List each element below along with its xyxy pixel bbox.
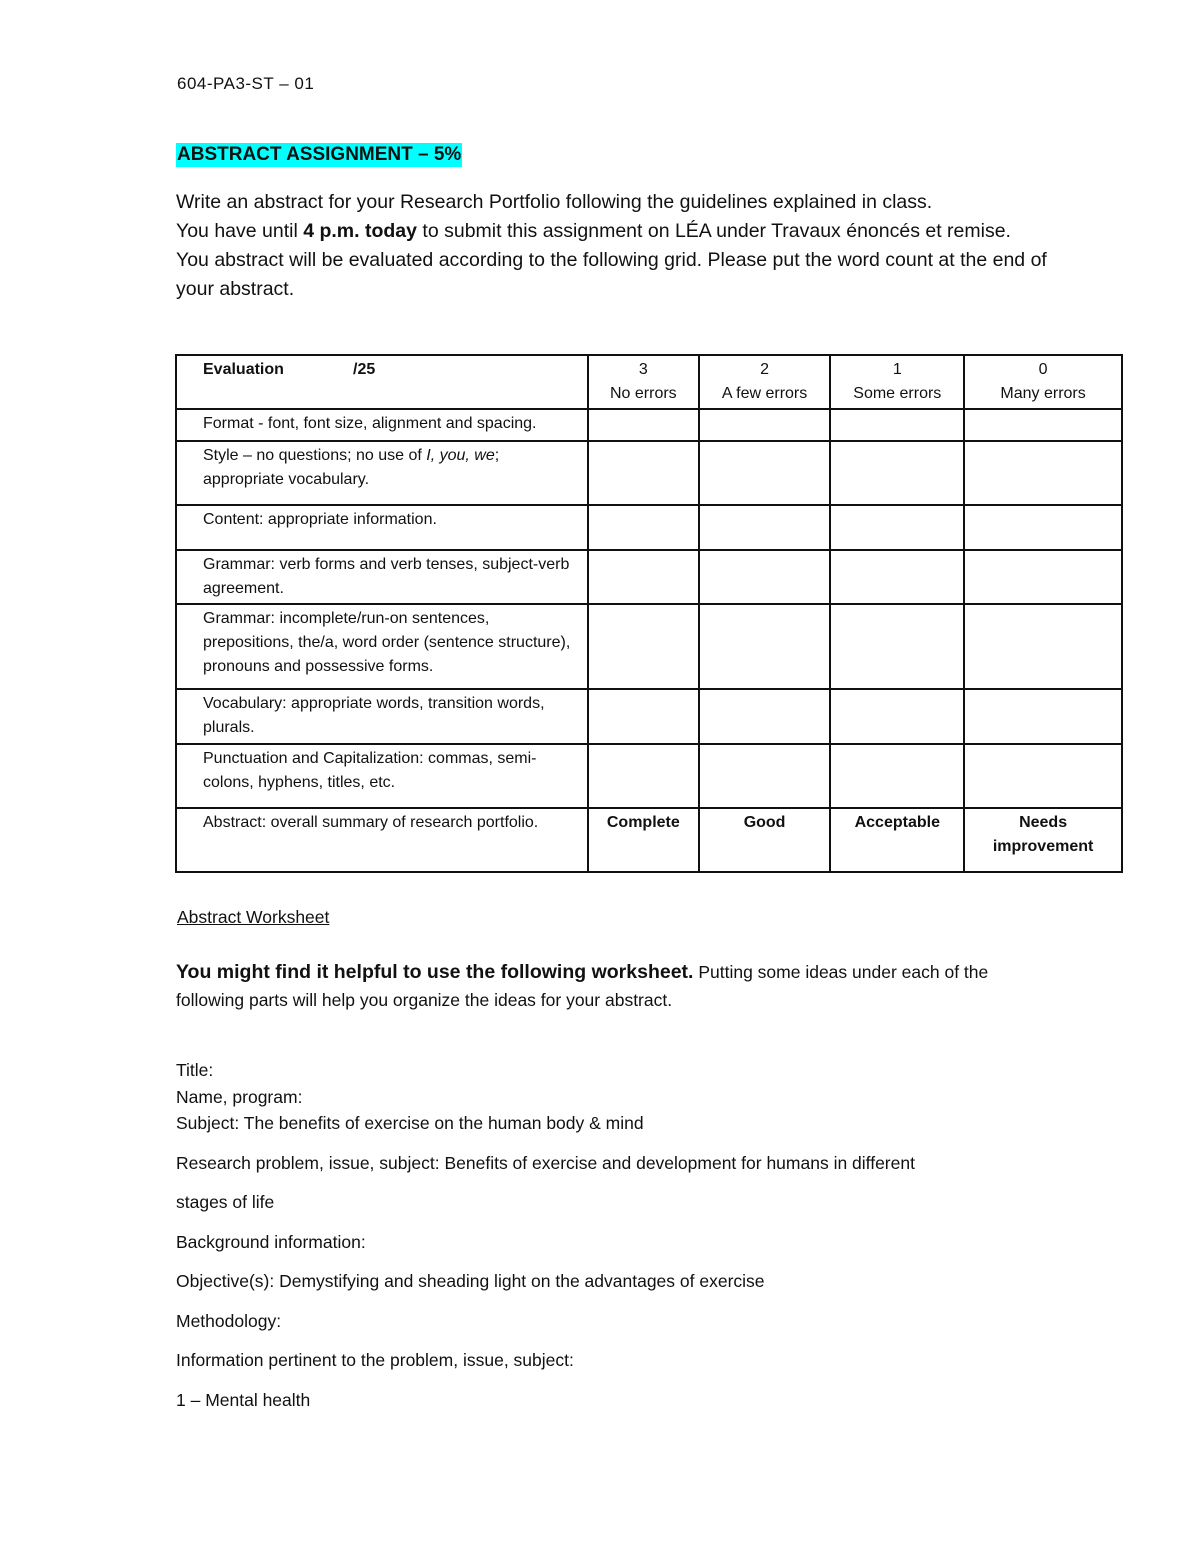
grid-cell xyxy=(699,441,831,505)
grid-cell xyxy=(830,689,964,744)
field-background: Background information: xyxy=(176,1231,366,1252)
criterion-label: Vocabulary: appropriate words, transition words, plurals. xyxy=(176,689,588,744)
grid-cell xyxy=(699,744,831,808)
score-3: 3 xyxy=(638,361,648,378)
grid-cell xyxy=(830,604,964,689)
intro-text xyxy=(176,188,1056,304)
worksheet-rest: Putting some ideas under each of the following parts will help you organize the ideas for your abstract. xyxy=(176,962,989,1010)
worksheet-title: Abstract Worksheet xyxy=(177,907,330,927)
grid-row-grammar-2 xyxy=(176,604,1122,689)
field-objectives: Objective(s): Demystifying and sheading light on the advantages of exercise xyxy=(176,1271,765,1291)
rating-good: Good xyxy=(699,808,831,872)
style-pre: Style – no questions; no use of xyxy=(203,447,427,464)
criterion-label: Format - font, font size, alignment and spacing. xyxy=(176,409,588,441)
worksheet-fields xyxy=(176,1057,1076,1413)
intro-line-2-pre: You have until xyxy=(176,220,304,242)
field-research-problem-cont: stages of life xyxy=(176,1192,275,1212)
deadline-text: 4 p.m. today xyxy=(303,220,417,242)
grid-cell xyxy=(830,550,964,604)
grid-cell xyxy=(830,409,964,441)
grid-cell xyxy=(699,604,831,689)
grid-cell xyxy=(588,550,699,604)
grid-row-punctuation xyxy=(176,744,1122,808)
grid-col-2 xyxy=(699,355,831,409)
field-methodology: Methodology: xyxy=(176,1310,282,1331)
field-subject: Subject: The benefits of exercise on the human body & mind xyxy=(176,1113,644,1133)
grid-cell xyxy=(588,744,699,808)
rating-complete: Complete xyxy=(588,808,699,872)
grid-cell xyxy=(830,441,964,505)
field-item-1: 1 – Mental health xyxy=(176,1389,311,1410)
grid-row-format xyxy=(176,409,1122,441)
criterion-label: Punctuation and Capitalization: commas, semi-colons, hyphens, titles, etc. xyxy=(176,744,588,808)
grid-cell xyxy=(699,409,831,441)
grid-cell xyxy=(964,409,1122,441)
grid-cell xyxy=(964,604,1122,689)
grid-row-style xyxy=(176,441,1122,505)
score-1: 1 xyxy=(892,361,902,378)
score-2-desc: A few errors xyxy=(721,385,808,402)
grid-row-vocabulary xyxy=(176,689,1122,744)
grid-cell xyxy=(964,689,1122,744)
field-title: Title: xyxy=(176,1060,214,1080)
intro-line-3: You abstract will be evaluated according to the following grid. Please put the word count at the end of your abstract. xyxy=(176,249,1047,300)
field-information: Information pertinent to the problem, issue, subject: xyxy=(176,1350,574,1370)
evaluation-label: Evaluation xyxy=(203,361,284,378)
intro-line-2-post: to submit this assignment on LÉA under Travaux énoncés et remise. xyxy=(417,220,1011,242)
grid-cell xyxy=(964,505,1122,550)
criterion-label: Abstract: overall summary of research portfolio. xyxy=(176,808,588,872)
field-research-problem: Research problem, issue, subject: Benefits of exercise and development for humans in different xyxy=(176,1152,915,1173)
grid-cell xyxy=(588,409,699,441)
grid-header-row xyxy=(176,355,1122,409)
grid-cell xyxy=(830,505,964,550)
evaluation-grid xyxy=(175,354,1123,873)
grid-col-1 xyxy=(830,355,964,409)
score-0-desc: Many errors xyxy=(1000,385,1086,402)
grid-cell xyxy=(588,689,699,744)
worksheet-intro xyxy=(176,958,1046,1014)
course-code: 604-PA3-ST – 01 xyxy=(177,74,315,93)
grid-row-abstract xyxy=(176,808,1122,872)
style-pronouns: I, you, we xyxy=(426,447,495,464)
grid-cell xyxy=(964,744,1122,808)
criterion-label xyxy=(176,441,588,505)
intro-line-2 xyxy=(176,217,1056,246)
rating-acceptable: Acceptable xyxy=(830,808,964,872)
score-0: 0 xyxy=(1038,361,1048,378)
criterion-label: Grammar: verb forms and verb tenses, subject-verb agreement. xyxy=(176,550,588,604)
grid-cell xyxy=(588,604,699,689)
score-1-desc: Some errors xyxy=(853,385,942,402)
evaluation-total: /25 xyxy=(353,361,376,378)
criterion-label: Content: appropriate information. xyxy=(176,505,588,550)
grid-cell xyxy=(699,689,831,744)
field-name-program: Name, program: xyxy=(176,1086,303,1107)
grid-header-label xyxy=(176,355,588,409)
grid-cell xyxy=(964,550,1122,604)
grid-cell xyxy=(699,505,831,550)
grid-cell xyxy=(588,505,699,550)
grid-col-3 xyxy=(588,355,699,409)
criterion-label: Grammar: incomplete/run-on sentences, prepositions, the/a, word order (sentence structure), pronouns and possessive forms. xyxy=(176,604,588,689)
grid-row-content xyxy=(176,505,1122,550)
score-3-desc: No errors xyxy=(609,385,677,402)
grid-cell xyxy=(588,441,699,505)
grid-cell xyxy=(699,550,831,604)
worksheet-lead: You might find it helpful to use the following worksheet. xyxy=(176,961,694,983)
style-post: ; appropriate vocabulary. xyxy=(203,447,500,488)
rating-needs-improvement: Needs improvement xyxy=(964,808,1122,872)
grid-cell xyxy=(964,441,1122,505)
intro-line-1: Write an abstract for your Research Portfolio following the guidelines explained in class. xyxy=(176,191,933,213)
assignment-heading: ABSTRACT ASSIGNMENT – 5% xyxy=(177,144,462,165)
grid-cell xyxy=(830,744,964,808)
grid-col-0 xyxy=(964,355,1122,409)
grid-row-grammar-1 xyxy=(176,550,1122,604)
score-2: 2 xyxy=(760,361,770,378)
